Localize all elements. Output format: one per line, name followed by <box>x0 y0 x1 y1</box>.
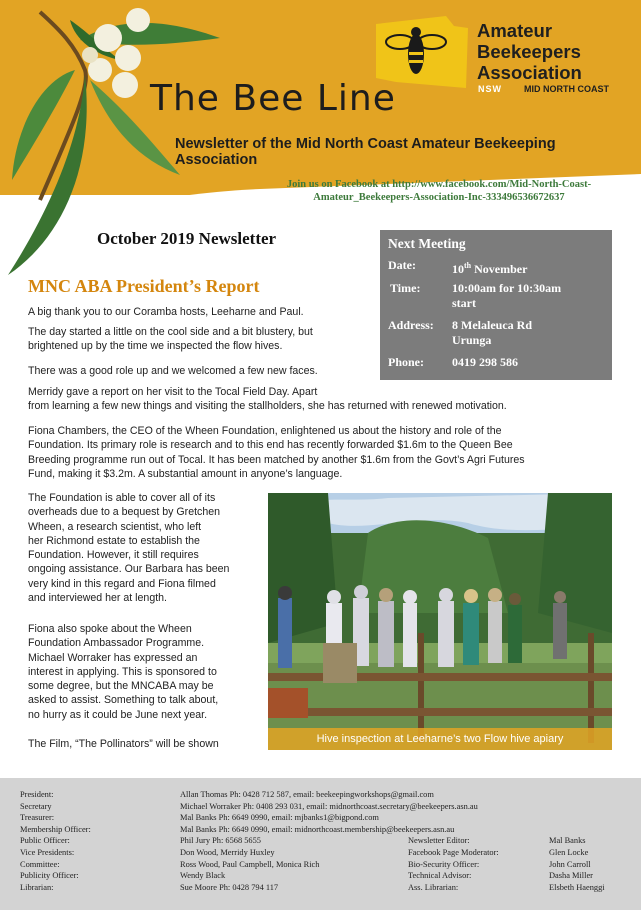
footer-side-name: Dasha Miller <box>549 871 593 881</box>
footer-detail: Mal Banks Ph: 6649 0990, email: midnorthcoast.membership@beekeepers.asn.au <box>180 824 455 834</box>
meeting-time-value <box>452 281 561 311</box>
footer-side-name: John Carroll <box>549 859 591 869</box>
report-p5-line-4: Fund, making it $3.2m. A substantial amount in anyone’s language. <box>28 467 343 480</box>
newsletter-subtitle: Newsletter of the Mid North Coast Amateur Beekeeping Association <box>175 136 556 168</box>
meeting-time-label: Time: <box>390 281 421 295</box>
report-p4-line-2: from learning a few new things and visiting the stallholders, she has returned with renewed motivation. <box>28 400 507 413</box>
footer-side-role: Newsletter Editor: <box>408 836 470 846</box>
report-paragraph-1: A big thank you to our Coramba hosts, Leeharne and Paul. <box>28 306 304 318</box>
report-p7-line-1: Fiona also spoke about the Wheen <box>28 623 192 635</box>
report-paragraph-4 <box>28 385 507 414</box>
footer-detail: Phil Jury Ph: 6568 5655 <box>180 836 261 846</box>
org-branch: MID NORTH COAST <box>524 84 609 94</box>
report-p5-line-2: Foundation. Its primary role is research and to this end has recently forwarded $1.6m to the Queen Bee <box>28 439 513 452</box>
report-heading: MNC ABA President’s Report <box>28 276 260 296</box>
meeting-time-line-1: 10:00am for 10:30am <box>452 281 562 295</box>
report-p6-line-3: Wheen, a research scientist, who left <box>28 520 202 533</box>
report-p5-line-3: Breeding programme run out of Tocal. It has been matched by another $1.6m from the Govt’s Agri Futures <box>28 453 525 466</box>
footer-detail: Ross Wood, Paul Campbell, Monica Rich <box>180 859 320 869</box>
footer-side-role: Technical Advisor: <box>408 871 472 881</box>
facebook-link[interactable] <box>256 178 622 204</box>
footer-role: Secretary <box>20 801 52 811</box>
committee-footer <box>0 778 641 910</box>
footer-side-name: Elsbeth Haenggi <box>549 882 605 892</box>
report-p6-line-8: and interviewed her at length. <box>28 592 167 605</box>
report-paragraph-8: The Film, “The Pollinators” will be shown <box>28 738 219 750</box>
footer-detail: Mal Banks Ph: 6649 0990, email: mjbanks1@bigpond.com <box>180 813 379 823</box>
report-p4-line-1: Merridy gave a report on her visit to the Tocal Field Day. Apart <box>28 386 318 398</box>
meeting-date-day: 10 <box>452 262 464 276</box>
report-p7-line-5: some degree, but the MNCABA may be <box>28 680 214 693</box>
org-state: NSW <box>478 84 502 94</box>
report-p6-line-7: very kind in this regard and Fiona filmed <box>28 577 216 590</box>
report-p6-line-1: The Foundation is able to cover all of its <box>28 492 216 504</box>
report-p7-line-7: no hurry as it could be June next year. <box>28 708 208 721</box>
meeting-date-suffix: th <box>464 261 472 270</box>
facebook-link-line-1: Join us on Facebook at http://www.facebook.com/Mid-North-Coast- <box>286 179 592 190</box>
footer-detail: Michael Worraker Ph: 0408 293 031, email: midnorthcoast.secretary@beekeepers.asn.au <box>180 801 478 811</box>
report-p7-line-3: Michael Worraker has expressed an <box>28 651 198 664</box>
report-paragraph-7 <box>28 622 218 722</box>
report-p2-line-1: The day started a little on the cool side and a bit blustery, but <box>28 326 313 338</box>
footer-role: Publicity Officer: <box>20 871 79 881</box>
report-p7-line-6: asked to assist. Something to talk about, <box>28 694 219 707</box>
next-meeting-heading: Next Meeting <box>388 236 466 251</box>
footer-detail: Wendy Black <box>180 871 226 881</box>
photo-caption: Hive inspection at Leeharne’s two Flow hive apiary <box>268 728 612 750</box>
footer-side-role: Facebook Page Moderator: <box>408 848 499 857</box>
footer-detail: Don Wood, Merridy Huxley <box>180 848 275 857</box>
report-paragraph-6 <box>28 491 229 605</box>
report-p6-line-2: overheads due to a bequest by Gretchen <box>28 506 220 519</box>
footer-detail: Allan Thomas Ph: 0428 712 587, email: beekeepingworkshops@gmail.com <box>180 790 434 799</box>
footer-role: Librarian: <box>20 882 54 892</box>
footer-role: Vice Presidents: <box>20 848 75 857</box>
meeting-date-month: November <box>471 262 528 276</box>
report-p7-line-2: Foundation Ambassador Programme. <box>28 637 205 650</box>
footer-role: Membership Officer: <box>20 824 91 834</box>
footer-side-role: Ass. Librarian: <box>408 882 459 892</box>
issue-title: October 2019 Newsletter <box>97 229 277 248</box>
report-p7-line-4: interest in applying. This is sponsored to <box>28 665 217 678</box>
association-name <box>477 20 582 83</box>
meeting-date-label: Date: <box>388 258 416 272</box>
bee-logo-icon <box>376 16 468 88</box>
facebook-link-line-2: Amateur_Beekeepers-Association-Inc-333496536672637 <box>313 192 565 203</box>
report-paragraph-2 <box>28 325 313 354</box>
report-p5-line-1: Fiona Chambers, the CEO of the Wheen Foundation, enlightened us about the history and role of the <box>28 425 502 437</box>
footer-side-name: Mal Banks <box>549 836 586 846</box>
org-line-3: Association <box>477 62 582 83</box>
report-p6-line-6: ongoing assistance. Our Barbara has been <box>28 563 230 576</box>
meeting-date-value <box>452 258 527 277</box>
org-line-2: Beekeepers <box>477 41 581 62</box>
next-meeting-box <box>380 230 612 380</box>
meeting-time-line-2: start <box>452 296 476 310</box>
meeting-phone-label: Phone: <box>388 355 424 369</box>
footer-role: President: <box>20 790 54 799</box>
report-p6-line-5: Foundation. However, it still requires <box>28 549 199 562</box>
footer-side-name: Glen Locke <box>549 848 589 857</box>
newsletter-title: The Bee Line <box>150 78 396 119</box>
org-line-1: Amateur <box>477 20 553 41</box>
meeting-address-value <box>452 318 532 348</box>
footer-detail: Sue Moore Ph: 0428 794 117 <box>180 882 279 892</box>
footer-role: Treasurer: <box>20 813 55 823</box>
report-p6-line-4: her Richmond estate to establish the <box>28 534 200 547</box>
report-p2-line-2: brightened up by the time we inspected the flow hives. <box>28 340 283 353</box>
report-paragraph-3: There was a good role up and we welcomed a few new faces. <box>28 365 318 377</box>
meeting-address-line-2: Urunga <box>452 333 492 347</box>
report-paragraph-5 <box>28 424 525 481</box>
meeting-phone-value: 0419 298 586 <box>452 355 518 369</box>
meeting-address-line-1: 8 Melaleuca Rd <box>452 318 532 332</box>
footer-side-role: Bio-Security Officer: <box>408 859 480 869</box>
footer-role: Committee: <box>20 859 60 869</box>
meeting-address-label: Address: <box>388 318 434 332</box>
footer-role: Public Officer: <box>20 836 70 846</box>
apiary-photo <box>268 493 612 750</box>
